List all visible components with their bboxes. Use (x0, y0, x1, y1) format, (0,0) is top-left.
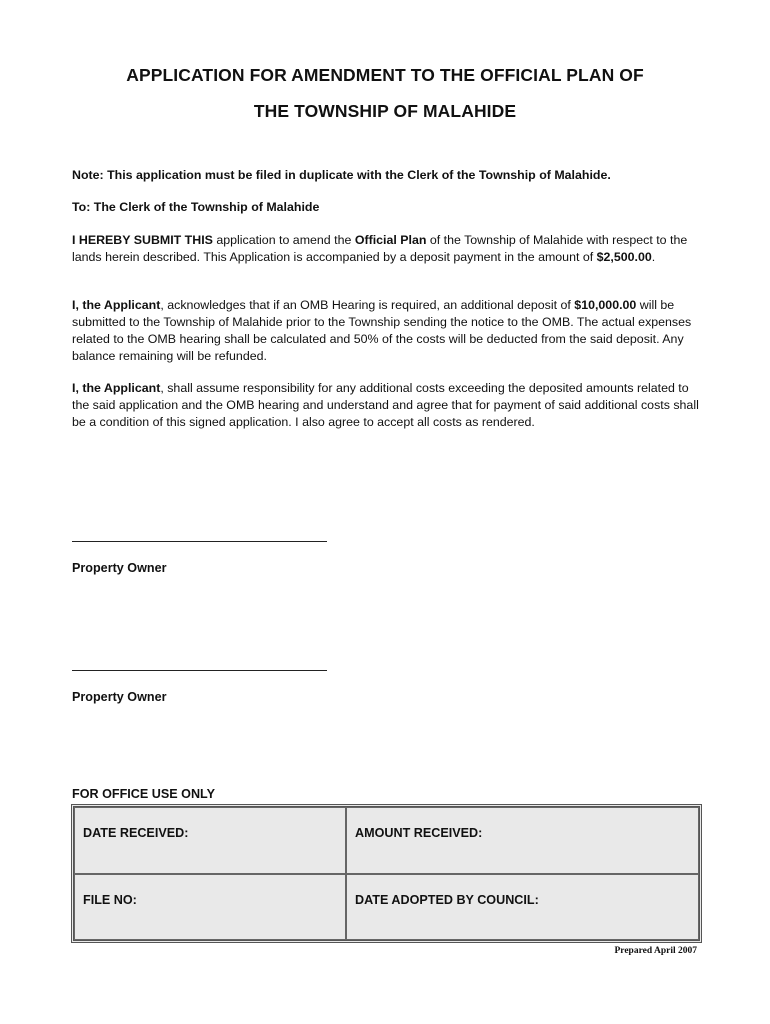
submission-text-a: application to amend the (212, 233, 355, 247)
official-plan-term: Official Plan (354, 233, 427, 247)
prepared-date-footer: Prepared April 2007 (614, 946, 697, 956)
signature-line-2[interactable] (72, 670, 327, 671)
filing-note: Note: This application must be filed in duplicate with the Clerk of the Township of Malahide. (72, 168, 611, 182)
office-use-heading: FOR OFFICE USE ONLY (72, 787, 215, 801)
addressee-line: To: The Clerk of the Township of Malahide (72, 200, 320, 214)
signature-line-1[interactable] (72, 541, 327, 542)
document-title-line-2: THE TOWNSHIP OF MALAHIDE (253, 101, 517, 121)
deposit-amount: $2,500.00 (596, 250, 652, 264)
date-received-cell[interactable]: DATE RECEIVED: (74, 807, 346, 874)
file-no-cell[interactable]: FILE NO: (74, 874, 346, 941)
submission-text-c: . (651, 250, 656, 264)
omb-text-b: will be submitted to the Township of Malahide prior to the Township sending the notice to the OMB. The actual expenses related to the OMB hearing shall be calculated and 50% of the costs will be deducted from the said deposit. Any balance remaining will be refunded. (72, 298, 692, 363)
office-use-table (71, 804, 702, 943)
submission-lead: I HEREBY SUBMIT THIS (72, 233, 213, 247)
applicant-lead: I, the Applicant (72, 381, 161, 395)
omb-deposit-amount: $10,000.00 (574, 298, 637, 312)
document-title-line-1: APPLICATION FOR AMENDMENT TO THE OFFICIAL PLAN OF (126, 65, 644, 85)
applicant-lead: I, the Applicant (72, 298, 161, 312)
omb-text-a: , acknowledges that if an OMB Hearing is required, an additional deposit of (160, 298, 575, 312)
date-adopted-cell[interactable]: DATE ADOPTED BY COUNCIL: (346, 874, 699, 941)
property-owner-label-2: Property Owner (72, 690, 167, 704)
omb-deposit-paragraph (72, 297, 702, 365)
property-owner-label-1: Property Owner (72, 561, 167, 575)
responsibility-text: , shall assume responsibility for any additional costs exceeding the deposited amounts related to the said application and the OMB hearing and understand and agree that for payment of said additional costs shall be a condition of this signed application. I also agree to accept all costs as rendered. (72, 381, 699, 429)
amount-received-cell[interactable]: AMOUNT RECEIVED: (346, 807, 699, 874)
responsibility-paragraph (72, 380, 702, 431)
submission-paragraph (72, 232, 702, 266)
submission-text-b: of the Township of Malahide with respect to the lands herein described. This Application is accompanied by a deposit payment in the amount of (72, 233, 688, 264)
